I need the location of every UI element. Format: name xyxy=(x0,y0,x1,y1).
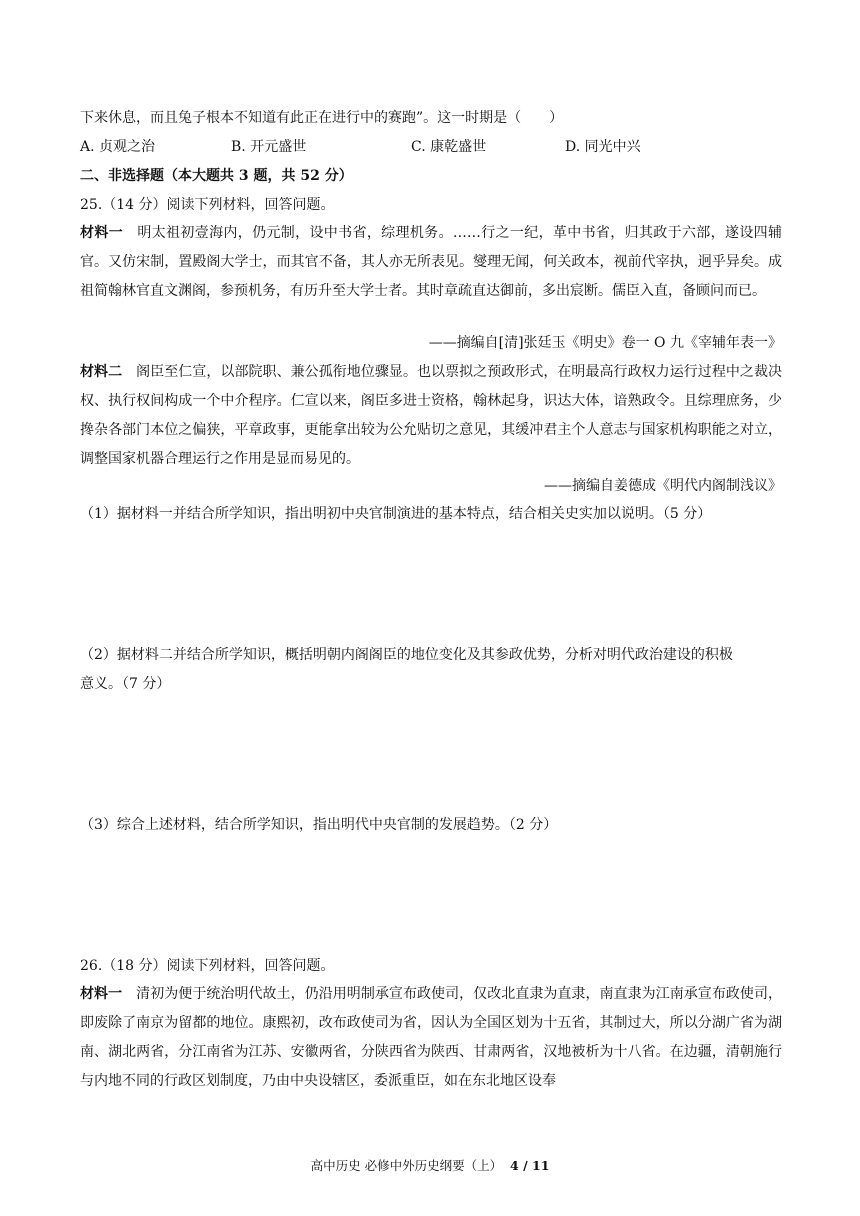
q25-sub-question-2-cont: 意义。（7 分） xyxy=(80,676,171,692)
material-text: 阁臣至仁宣，以部院职、兼公孤衔地位骤显。也以票拟之预政形式，在明最高行政权力运行过程中之裁决权、执行权间构成一个中介程序。仁宣以来，阁臣多进士资格，翰林起身，识达大体，谙熟政令。且综理庶务，少搀杂各部门本位之偏狭，平章政事，更能拿出较为公允贴切之意见，其缓冲君主个人意志与国家机构职能之对立，调整国家机器合理运行之作用是显而易见的。 xyxy=(80,364,783,467)
q25-sub-question-2: （2）据材料二并结合所学知识，概括明朝内阁阁臣的地位变化及其参政优势，分析对明代政治建设的积极 xyxy=(80,647,733,663)
option-b: B. 开元盛世 xyxy=(231,139,307,155)
question-25-stem: 25.（14 分）阅读下列材料，回答问题。 xyxy=(80,197,335,213)
option-c: C. 康乾盛世 xyxy=(411,139,487,155)
page-footer xyxy=(0,1157,860,1175)
question-24-continuation: 下来休息，而且兔子根本不知道有此正在进行中的赛跑”。这一时期是（ ） xyxy=(80,110,564,126)
option-a: A. 贞观之治 xyxy=(80,139,156,155)
q25-sub-question-3: （3）综合上述材料，结合所学知识，指出明代中央官制的发展趋势。（2 分） xyxy=(80,817,558,833)
q26-material-1 xyxy=(80,980,782,1096)
material-text: 清初为便于统治明代故土，仍沿用明制承宣布政使司，仅改北直隶为直隶，南直隶为江南承宣布政使司，即废除了南京为留都的地位。康熙初，改布政使司为省，因认为全国区划为十五省，其制过大，所以分湖广省为湖南、湖北两省，分江南省为江苏、安徽两省，分陕西省为陕西、甘肃两省，汉地被析为十八省。在边疆，清朝施行与内地不同的行政区划制度，乃由中央设辖区，委派重臣，如在东北地区设奉 xyxy=(80,986,783,1089)
footer-title: 高中历史 必修中外历史纲要（上） xyxy=(310,1158,503,1173)
q25-material-1-source: ——摘编自[清]张廷玉《明史》卷一 O 九《宰辅年表一》 xyxy=(428,335,782,351)
section-heading: 二、非选择题（本大题共 3 题，共 52 分） xyxy=(80,168,353,184)
q25-material-2 xyxy=(80,358,782,474)
page-number: 4 / 11 xyxy=(510,1158,550,1173)
material-label: 材料一 xyxy=(80,986,123,1002)
q25-sub-question-1: （1）据材料一并结合所学知识，指出明初中央官制演进的基本特点，结合相关史实加以说明。（5 分） xyxy=(80,506,712,522)
q25-material-1 xyxy=(80,219,782,306)
q25-material-2-source: ——摘编自姜德成《明代内阁制浅议》 xyxy=(544,478,782,494)
material-label: 材料一 xyxy=(80,225,124,241)
material-label: 材料二 xyxy=(80,364,123,380)
option-d: D. 同光中兴 xyxy=(565,139,641,155)
question-26-stem: 26.（18 分）阅读下列材料，回答问题。 xyxy=(80,958,335,974)
material-text: 明太祖初壹海内，仍元制，设中书省，综理机务。……行之一纪，革中书省，归其政于六部，遂设四辅官。又仿宋制，置殿阁大学士，而其官不备，其人亦无所表见。燮理无闻，何关政本，视前代宰执，迥乎异矣。成祖简翰林官直文渊阁，参预机务，有历升至大学士者。其时章疏直达御前，多出宸断。儒臣入直，备顾问而已。 xyxy=(80,225,783,299)
